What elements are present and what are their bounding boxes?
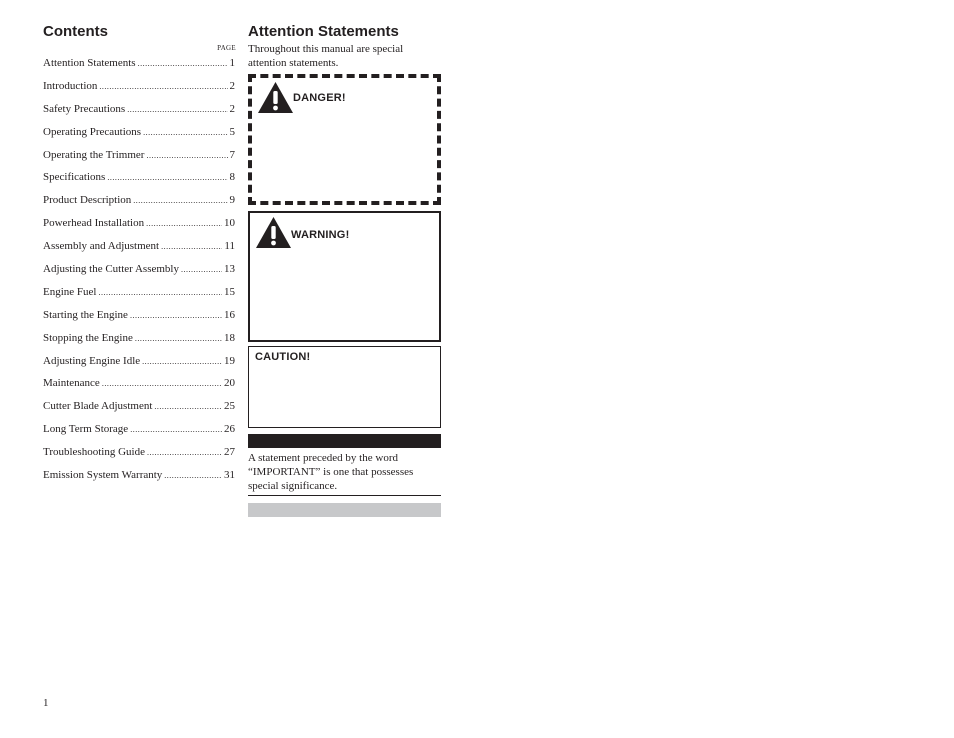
dot-leader (99, 82, 227, 91)
toc-entry-title: Maintenance (43, 377, 100, 390)
toc-entry (43, 80, 235, 103)
dot-leader (146, 151, 227, 160)
toc-entry (43, 377, 235, 400)
toc-entry (43, 332, 235, 355)
dot-leader (143, 128, 227, 137)
toc-entry-page: 9 (229, 194, 235, 207)
grey-header-bar (248, 503, 441, 517)
caution-label: CAUTION! (255, 351, 311, 363)
toc-entry-page: 27 (224, 446, 235, 459)
toc-entry (43, 149, 235, 172)
divider (248, 495, 441, 496)
toc-entry-title: Troubleshooting Guide (43, 446, 145, 459)
toc-entry (43, 469, 235, 492)
dot-leader (181, 265, 222, 274)
toc-entry (43, 126, 235, 149)
table-of-contents (43, 57, 235, 492)
toc-entry-page: 31 (224, 469, 235, 482)
toc-entry-title: Assembly and Adjustment (43, 240, 160, 253)
toc-entry-title: Long Term Storage (43, 423, 129, 436)
toc-entry-title: Cutter Blade Adjustment (43, 400, 153, 413)
dot-leader (107, 173, 227, 182)
toc-entry-page: 5 (229, 125, 235, 138)
toc-entry-title: Starting the Engine (43, 308, 128, 321)
toc-entry-page: 20 (224, 377, 235, 390)
toc-entry-title: Operating Precautions (43, 125, 142, 138)
attention-heading: Attention Statements (248, 23, 399, 40)
toc-entry-page: 2 (229, 102, 235, 115)
toc-entry (43, 309, 235, 332)
toc-entry (43, 286, 235, 309)
important-header-bar (248, 434, 441, 448)
toc-entry-title: Powerhead Installation (43, 217, 145, 230)
dot-leader (135, 334, 222, 343)
toc-entry (43, 57, 235, 80)
hazard-triangle-icon (256, 217, 291, 248)
toc-entry-title: Adjusting Engine Idle (43, 354, 141, 367)
toc-entry-page: 10 (224, 217, 235, 230)
toc-entry-page: 13 (224, 263, 235, 276)
toc-entry-page: 1 (229, 57, 235, 69)
toc-entry-title: Operating the Trimmer (43, 148, 145, 161)
toc-entry (43, 240, 235, 263)
dot-leader (102, 379, 222, 388)
toc-entry (43, 400, 235, 423)
danger-box (248, 74, 441, 205)
toc-entry (43, 171, 235, 194)
toc-entry-page: 26 (224, 423, 235, 436)
toc-entry-page: 15 (224, 285, 235, 298)
dot-leader (130, 311, 222, 320)
toc-entry (43, 423, 235, 446)
toc-entry-title: Adjusting the Cutter Assembly (43, 263, 179, 276)
attention-intro-text: Throughout this manual are special attention statements. (248, 43, 404, 69)
warning-label: WARNING! (291, 229, 350, 241)
toc-entry (43, 446, 235, 469)
dot-leader (161, 242, 222, 251)
dot-leader (147, 448, 222, 457)
toc-entry (43, 194, 235, 217)
dot-leader (154, 402, 222, 411)
toc-entry-title: Stopping the Engine (43, 331, 133, 344)
dot-leader (98, 288, 222, 297)
toc-entry (43, 103, 235, 126)
dot-leader (164, 471, 222, 480)
dot-leader (146, 219, 222, 228)
toc-entry-title: Emission System Warranty (43, 469, 163, 482)
dot-leader (130, 425, 222, 434)
toc-entry-title: Product Description (43, 194, 132, 207)
danger-label: DANGER! (293, 92, 346, 104)
toc-entry-page: 18 (224, 331, 235, 344)
toc-entry-title: Safety Precautions (43, 102, 126, 115)
toc-entry (43, 355, 235, 378)
toc-entry (43, 263, 235, 286)
toc-entry-title: Engine Fuel (43, 285, 97, 298)
page-number: 1 (43, 697, 49, 709)
caution-box (248, 346, 441, 428)
toc-entry-page: 11 (224, 240, 235, 253)
toc-entry-page: 8 (229, 171, 235, 184)
toc-entry-title: Attention Statements (43, 57, 136, 69)
dot-leader (138, 59, 228, 68)
toc-entry-page: 7 (229, 148, 235, 161)
warning-box (248, 211, 441, 342)
toc-entry-page: 19 (224, 354, 235, 367)
toc-entry-title: Specifications (43, 171, 106, 184)
toc-entry-page: 2 (229, 79, 235, 92)
toc-entry-title: Introduction (43, 79, 98, 92)
dot-leader (142, 357, 222, 366)
dot-leader (127, 105, 227, 114)
contents-heading: Contents (43, 23, 108, 40)
dot-leader (133, 196, 227, 205)
toc-entry-page: 16 (224, 308, 235, 321)
hazard-triangle-icon (258, 82, 293, 113)
page-column-label: PAGE (217, 44, 236, 52)
important-text: A statement preceded by the word “IMPORTANT” is one that possesses special significance. (248, 452, 414, 492)
toc-entry (43, 217, 235, 240)
toc-entry-page: 25 (224, 400, 235, 413)
